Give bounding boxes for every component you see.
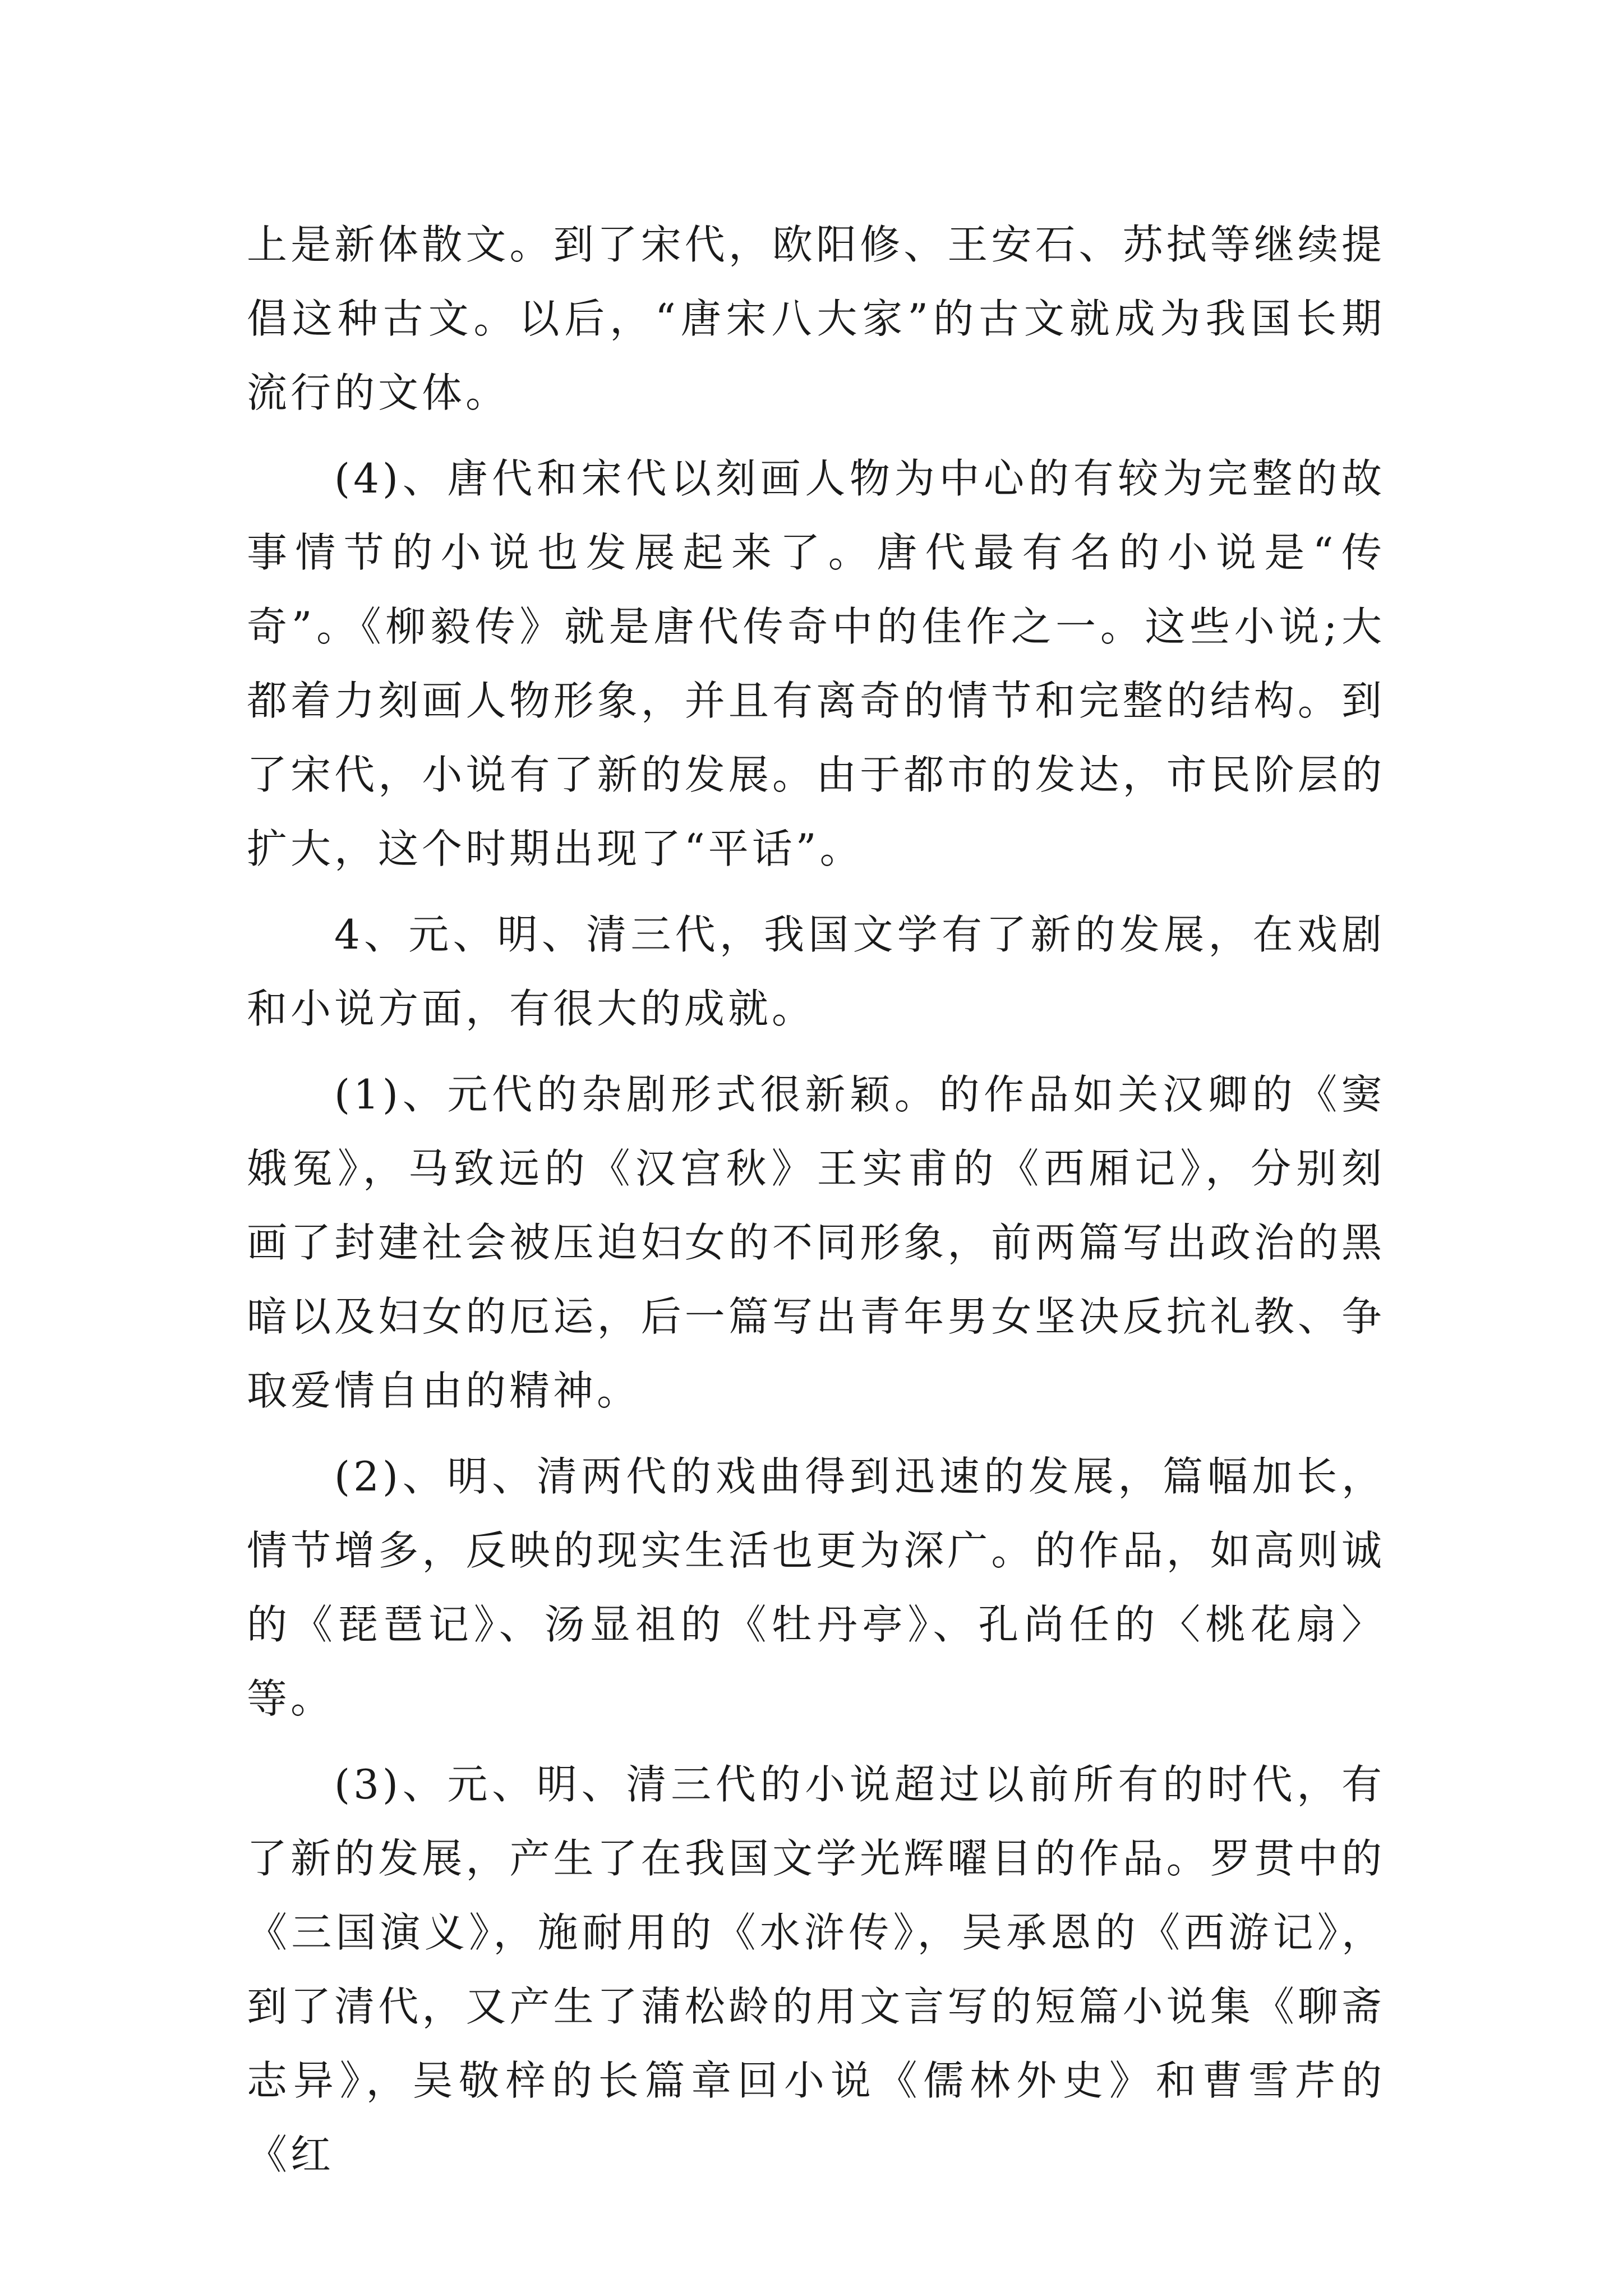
paragraph-tang-song-novels: (4)、唐代和宋代以刻画人物为中心的有较为完整的故事情节的小说也发展起来了。唐代最有名的小说是“传奇”。《柳毅传》就是唐代传奇中的佳作之一。这些小说;大都着力刻画人物形象，并且有离奇的情节和完整的结构。到了宋代，小说有了新的发展。由于都市的发达，市民阶层的扩大，这个时期出现了“平话”。 bbox=[247, 455, 1385, 872]
paragraph-novels: (3)、元、明、清三代的小说超过以前所有的时代，有了新的发展，产生了在我国文学光辉曜目的作品。罗贯中的《三国演义》，施耐用的《水浒传》，吴承恩的《西游记》，到了清代，又产生了蒲松龄的用文言写的短篇小说集《聊斋志异》，吴敬梓的长篇章回小说《儒林外史》和曹雪芹的《红 bbox=[247, 1761, 1385, 2178]
paragraph-yuan-zaju: (1)、元代的杂剧形式很新颖。的作品如关汉卿的《窦娥冤》，马致远的《汉宫秋》王实甫的《西厢记》，分别刻画了封建社会被压迫妇女的不同形象，前两篇写出政治的黑暗以及妇女的厄运，后一篇写出青年男女坚决反抗礼教、争取爱情自由的精神。 bbox=[247, 1071, 1385, 1414]
body-text bbox=[247, 208, 1385, 2203]
paragraph-ming-qing-drama: (2)、明、清两代的戏曲得到迅速的发展，篇幅加长，情节增多，反映的现实生活也更为深广。的作品，如高则诚的《琵琶记》、汤显祖的《牡丹亭》、孔尚任的〈桃花扇〉等。 bbox=[247, 1453, 1385, 1722]
paragraph-continuation: 上是新体散文。到了宋代，欧阳修、王安石、苏拭等继续提倡这种古文。以后，“唐宋八大家”的古文就成为我国长期流行的文体。 bbox=[247, 221, 1385, 416]
paragraph-yuan-ming-qing: 4、元、明、清三代，我国文学有了新的发展，在戏剧和小说方面，有很大的成就。 bbox=[247, 911, 1385, 1032]
